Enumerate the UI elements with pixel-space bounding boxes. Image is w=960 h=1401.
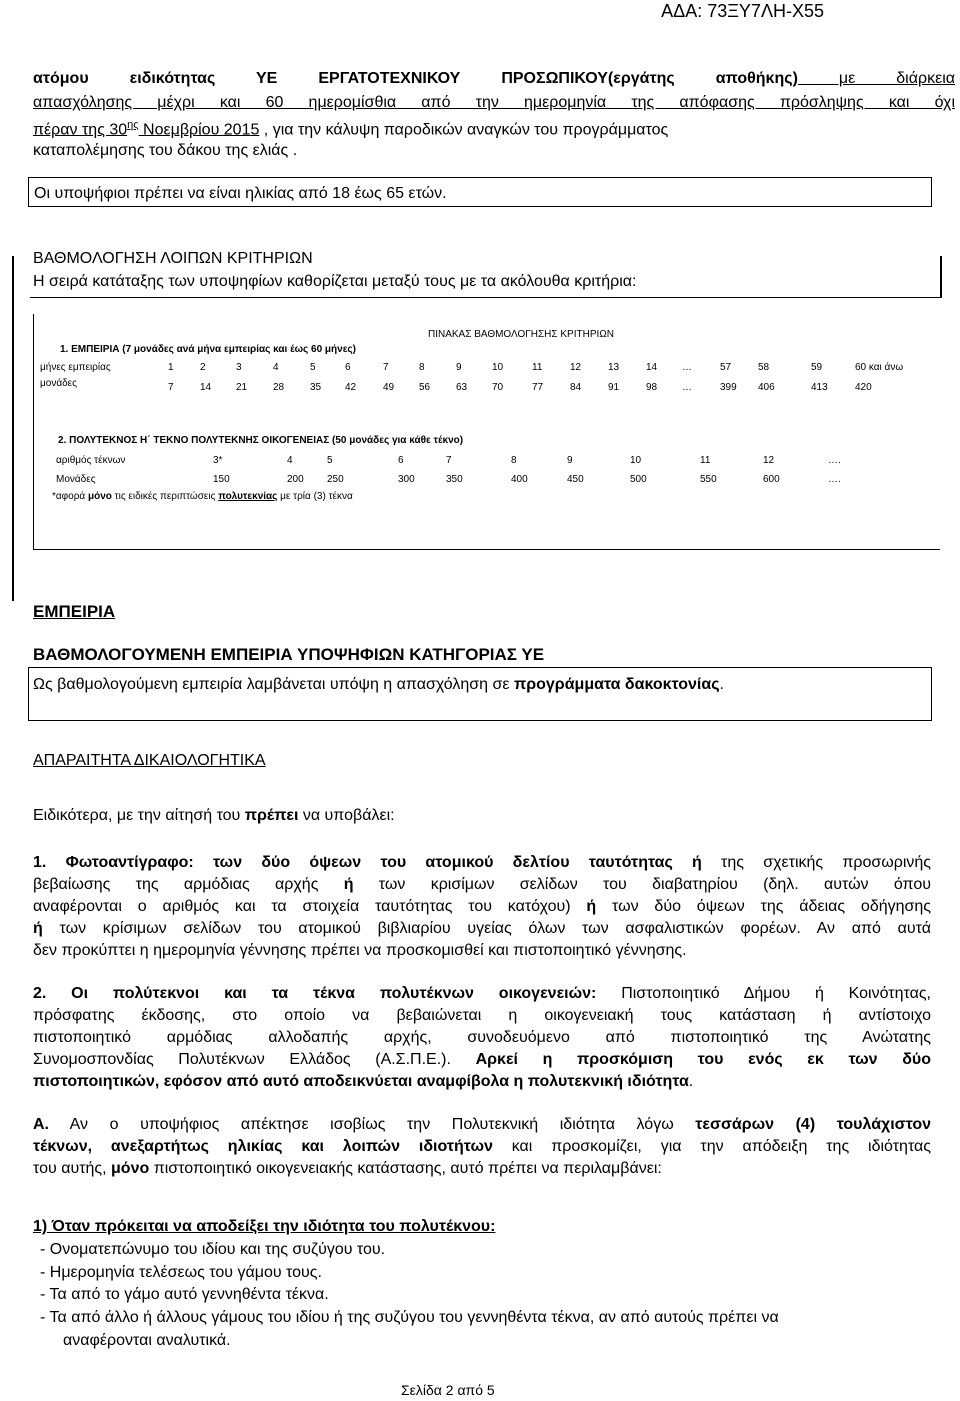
item2-l5rest: . <box>688 1073 694 1090</box>
family-heading: 2. ΠΟΛΥΤΕΚΝΟΣ Η΄ ΤΕΚΝΟ ΠΟΛΥΤΕΚΝΗΣ ΟΙΚΟΓΕΝΕΙΑΣ (50 μονάδες για κάθε τέκνο) <box>58 435 464 446</box>
itemA-line1 <box>33 1114 931 1135</box>
item2-l4a: Συνομοσπονδίας Πολυτέκνων Ελλάδος (Α.Σ.Π.Ε.). <box>33 1051 476 1068</box>
item1-line3 <box>33 896 931 917</box>
points-cell: 406 <box>758 382 775 393</box>
points-cell: 35 <box>310 382 322 393</box>
frame-left-line <box>12 256 14 601</box>
sub1-bullet-4: - Τα από άλλο ή άλλους γάμους του ιδίου ή της συζύγου του γεννηθέντα τέκνα, αν από αυτούς πρέπει να <box>40 1309 779 1326</box>
months-cell: 11 <box>532 362 543 373</box>
months-cell: 59 <box>811 362 823 373</box>
family-points-cell: 300 <box>398 474 415 485</box>
points-cell: 14 <box>200 382 212 393</box>
months-cell: 57 <box>720 362 732 373</box>
item1-l4a: ή <box>33 920 43 937</box>
family-points-cell: 550 <box>700 474 717 485</box>
points-cell: … <box>682 382 692 393</box>
children-cell: 4 <box>287 455 293 466</box>
itemA-l1b: Αν ο υποψήφιος απέκτησε ισοβίως την Πολυτεκνική ιδιότητα λόγω <box>49 1116 696 1133</box>
months-cell: 14 <box>646 362 658 373</box>
item1-num: 1. <box>33 854 66 871</box>
item2-line5 <box>33 1071 693 1092</box>
months-cell: 12 <box>570 362 582 373</box>
months-cell: 8 <box>419 362 425 373</box>
page-number: Σελίδα 2 από 5 <box>401 1382 495 1398</box>
children-cell: 5 <box>327 455 333 466</box>
item1-l2a: βεβαίωσης της αρμόδιας αρχής <box>33 876 344 893</box>
experience-box-b: προγράμματα δακοκτονίας <box>513 676 720 693</box>
months-cell: 4 <box>273 362 279 373</box>
sub1-bullet-1: - Ονοματεπώνυμο του ιδίου και της συζύγου του. <box>40 1241 386 1258</box>
intro-date-sup: ης <box>127 119 139 131</box>
points-cell: 84 <box>570 382 582 393</box>
children-cell: 10 <box>630 455 642 466</box>
intro-line-4: καταπολέμησης του δάκου της ελιάς . <box>33 142 298 159</box>
intro-specialty: ατόμου ειδικότητας ΥΕ ΕΡΓΑΤΟΤΕΧΝΙΚΟΥ ΠΡΟΣΩΠΙΚΟΥ(εργάτης αποθήκης) <box>33 70 798 87</box>
points-cell: 420 <box>855 382 872 393</box>
intro-line-2: απασχόλησης μέχρι και 60 ημερομίσθια από την ημερομηνία της απόφασης πρόσληψης και όχι <box>33 94 955 111</box>
family-points-cell: 250 <box>327 474 344 485</box>
family-points-cell: 450 <box>567 474 584 485</box>
item2-l4b: Αρκεί η προσκόμιση του ενός εκ των δύο <box>475 1051 931 1068</box>
docs-intro <box>33 805 395 826</box>
experience-box-a: Ως βαθμολογούμενη εμπειρία λαμβάνεται υπόψη η απασχόληση σε <box>33 676 514 693</box>
intro-purpose: , για την κάλυψη παροδικών αναγκών του προγράμματος <box>259 121 669 139</box>
sub1-bullet-3: - Τα από το γάμο αυτό γεννηθέντα τέκνα. <box>40 1286 329 1303</box>
months-row <box>0 362 960 374</box>
frame-right-line <box>940 256 942 298</box>
itemA-l2a: τέκνων, ανεξαρτήτως ηλικίας και λοιπών ιδιοτήτων <box>33 1138 493 1155</box>
item1-l2c: των κρισίμων σελίδων του διαβατηρίου (δηλ. αυτών όπου <box>353 876 931 893</box>
note-e: με τρία (3) τέκνα <box>277 491 353 502</box>
ada-code: ΑΔΑ: 73ΞΥ7ΛΗ-Χ55 <box>661 1 824 21</box>
experience-heading: 1. ΕΜΠΕΙΡΙΑ (7 μονάδες ανά μήνα εμπειρίας και έως 60 μήνες) <box>60 344 356 355</box>
children-cell: 12 <box>763 455 775 466</box>
points-cell: 70 <box>492 382 504 393</box>
note-a: *αφορά <box>52 491 88 502</box>
table-bottom-rule <box>33 549 940 550</box>
points-cell: 28 <box>273 382 285 393</box>
docs-intro-c: να υποβάλει: <box>298 807 395 824</box>
points-cell: 413 <box>811 382 828 393</box>
children-cell: 8 <box>511 455 517 466</box>
table-title: ΠΙΝΑΚΑΣ ΒΑΘΜΟΛΟΓΗΣΗΣ ΚΡΙΤΗΡΙΩΝ <box>428 329 614 340</box>
points-cell: 42 <box>345 382 357 393</box>
item1-l3b: ή <box>586 898 597 915</box>
itemA-l2b: και προσκομίζει, για την απόδειξη της ιδιότητας <box>492 1138 932 1155</box>
item1-line4 <box>33 918 931 939</box>
points-cell: 399 <box>720 382 737 393</box>
intro-line-3 <box>33 115 955 140</box>
item1-line5: δεν προκύπτει η ημερομηνία γέννησης πρέπει να προσκομισθεί και πιστοποιητικό γέννησης. <box>33 942 687 959</box>
docs-intro-a: Ειδικότερα, με την αίτησή του <box>33 807 245 824</box>
age-note-box <box>28 177 932 207</box>
item1-line2 <box>33 874 931 895</box>
item1-l3a: αναφέρονται ο αριθμός και τα στοιχεία ταυτότητας του κατόχου) <box>33 898 587 915</box>
months-cell: … <box>682 362 692 373</box>
item2-line4 <box>33 1049 931 1070</box>
itemA-l1c: τεσσάρων (4) τουλάχιστον <box>695 1116 931 1133</box>
intro-date-b: Νοεμβρίου 2015 <box>138 121 260 139</box>
sub1-last: αναφέρονται αναλυτικά. <box>63 1332 231 1349</box>
family-points-cell: 600 <box>763 474 780 485</box>
months-label: μήνες εμπειρίας <box>40 362 111 373</box>
points-cell: 21 <box>236 382 248 393</box>
children-cell: 11 <box>700 455 711 466</box>
points-label: μονάδες <box>40 378 77 389</box>
children-cell: …. <box>828 455 841 466</box>
family-points-cell: …. <box>828 474 841 485</box>
intro-line-1 <box>33 68 955 89</box>
item2-l5bold: πιστοποιητικών, εφόσον από αυτό αποδεικνύεται αναμφίβολα η πολυτεκνική ιδιότητα <box>33 1073 689 1090</box>
points-cell: 98 <box>646 382 658 393</box>
note-b: μόνο <box>87 491 112 502</box>
age-note: Οι υποψήφιοι πρέπει να είναι ηλικίας από 18 έως 65 ετών. <box>34 185 447 202</box>
table-left-line <box>33 314 34 550</box>
item2-bold: 2. Οι πολύτεκνοι και τα τέκνα πολυτέκνων οικογενειών: <box>33 985 597 1002</box>
points-cell: 77 <box>532 382 544 393</box>
note-c: τις ειδικές περιπτώσεις <box>111 491 219 502</box>
months-cell: 6 <box>345 362 351 373</box>
docs-intro-b: πρέπει <box>244 807 299 824</box>
sub1-bullet-2: - Ημερομηνία τελέσεως του γάμου τους. <box>40 1264 322 1281</box>
itemA-line3 <box>33 1158 662 1179</box>
family-points-cell: 200 <box>287 474 304 485</box>
children-cell: 6 <box>398 455 404 466</box>
criteria-title: ΒΑΘΜΟΛΟΓΗΣΗ ΛΟΙΠΩΝ ΚΡΙΤΗΡΙΩΝ <box>33 250 313 267</box>
experience-box-text <box>33 674 724 695</box>
itemA-l3a: του αυτής, <box>33 1160 112 1177</box>
item2-line3: πιστοποιητικό αρμόδιας αλλοδαπής αρχής, συνοδευόμενο από πιστοποιητικό της Ανώτατης <box>33 1029 931 1046</box>
months-cell: 3 <box>236 362 242 373</box>
children-label: αριθμός τέκνων <box>56 455 126 466</box>
points-cell: 49 <box>383 382 395 393</box>
itemA-l3c: πιστοποιητικό οικογενειακής κατάστασης, αυτό πρέπει να περιλαμβάνει: <box>149 1160 662 1177</box>
months-cell: 13 <box>608 362 620 373</box>
item1-bold: Φωτοαντίγραφο: των δύο όψεων του ατομικού δελτίου ταυτότητας ή <box>65 854 702 871</box>
item2-line1 <box>33 983 931 1004</box>
points-row <box>0 382 960 394</box>
months-cell: 2 <box>200 362 206 373</box>
months-cell: 58 <box>758 362 770 373</box>
item1-rest: της σχετικής προσωρινής <box>701 854 932 871</box>
children-cell: 7 <box>446 455 452 466</box>
points-cell: 91 <box>608 382 620 393</box>
family-points-label: Μονάδες <box>56 474 96 485</box>
experience-box-c: . <box>719 676 724 693</box>
months-cell: 10 <box>492 362 504 373</box>
points-cell: 63 <box>456 382 468 393</box>
months-cell: 1 <box>168 362 174 373</box>
frame-top-rule <box>30 297 942 298</box>
family-points-cell: 400 <box>511 474 528 485</box>
children-cell: 9 <box>567 455 573 466</box>
docs-title: ΑΠΑΡΑΙΤΗΤΑ ΔΙΚΑΙΟΛΟΓΗΤΙΚΑ <box>33 752 266 769</box>
experience-subtitle: ΒΑΘΜΟΛΟΓΟΥΜΕΝΗ ΕΜΠΕΙΡΙΑ ΥΠΟΨΗΦΙΩΝ ΚΑΤΗΓΟΡΙΑΣ ΥΕ <box>33 645 545 664</box>
family-points-cell: 150 <box>213 474 230 485</box>
item1-l2b: ή <box>343 876 354 893</box>
family-note <box>52 491 353 503</box>
intro-date-a: πέραν της 30 <box>33 121 128 139</box>
item1-l3c: των δύο όψεων της άδειας οδήγησης <box>596 898 932 915</box>
item1-line1 <box>33 852 931 873</box>
months-cell: 7 <box>383 362 389 373</box>
months-cell: 60 και άνω <box>855 362 904 373</box>
item2-rest: Πιστοποιητικό Δήμου ή Κοινότητας, <box>596 985 932 1002</box>
itemA-line2 <box>33 1136 931 1157</box>
item2-line2: πρόσφατης έκδοσης, στο οποίο να βεβαιώνεται η οικογενειακή τους κατάσταση ή αντίστοιχο <box>33 1007 931 1024</box>
children-cell: 3* <box>213 455 223 466</box>
points-cell: 56 <box>419 382 431 393</box>
intro-duration: με διάρκεια <box>797 70 956 87</box>
family-points-cell: 350 <box>446 474 463 485</box>
months-cell: 9 <box>456 362 462 373</box>
item1-l4b: των κρίσιμων σελίδων του ατομικού βιβλιαρίου υγείας όλων των ασφαλιστικών φορέων. Αν από αυτά <box>42 920 931 937</box>
itemA-l3b: μόνο <box>111 1160 150 1177</box>
criteria-subtitle: Η σειρά κατάταξης των υποψηφίων καθορίζεται μεταξύ τους με τα ακόλουθα κριτήρια: <box>33 273 637 290</box>
family-points-cell: 500 <box>630 474 647 485</box>
months-cell: 5 <box>310 362 316 373</box>
children-row <box>0 455 960 467</box>
itemA-label: Α. <box>33 1116 49 1133</box>
family-points-row <box>0 474 960 486</box>
experience-title: ΕΜΠΕΙΡΙΑ <box>33 602 116 621</box>
points-cell: 7 <box>168 382 174 393</box>
sub1-title: 1) Όταν πρόκειται να αποδείξει την ιδιότητα του πολυτέκνου: <box>33 1218 496 1235</box>
experience-box <box>28 667 932 721</box>
note-d: πολυτεκνίας <box>218 491 278 502</box>
